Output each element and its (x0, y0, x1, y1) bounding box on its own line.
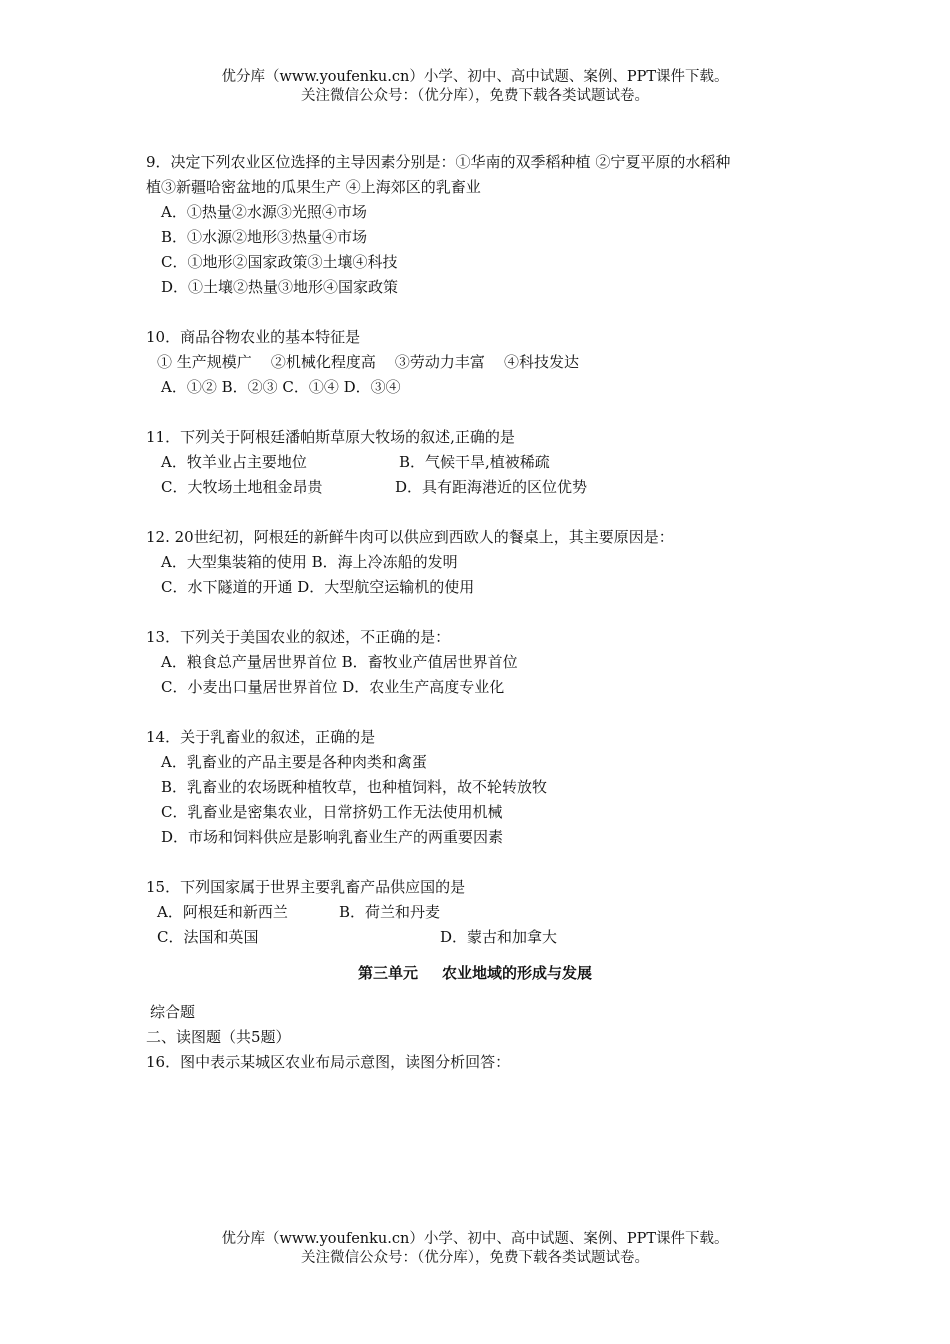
q15-stem: 15．下列国家属于世界主要乳畜产品供应国的是 (146, 878, 466, 896)
q13-stem: 13．下列关于美国农业的叙述，不正确的是： (146, 628, 451, 646)
q9-stem-line-2: 植③新疆哈密盆地的瓜果生产 ④上海郊区的乳畜业 (146, 178, 481, 196)
q15-option-d: D．蒙古和加拿大 (440, 928, 558, 946)
q15-option-a: A．阿根廷和新西兰 (157, 903, 288, 921)
header-line-1: 优分库（www.youfenku.cn）小学、初中、高中试题、案例、PPT课件下载。 (221, 69, 729, 85)
document-body (146, 150, 846, 1075)
q11-stem: 11．下列关于阿根廷潘帕斯草原大牧场的叙述,正确的是 (146, 428, 515, 446)
question-16-stem: 16．图中表示某城区农业布局示意图，读图分析回答： (146, 1053, 511, 1071)
q14-option-c: C．乳畜业是密集农业，日常挤奶工作无法使用机械 (161, 803, 503, 821)
q13-options-cd: C．小麦出口量居世界首位 D．农业生产高度专业化 (161, 678, 505, 696)
question-11 (146, 425, 846, 500)
q12-stem: 12. 20世纪初，阿根廷的新鲜牛肉可以供应到西欧人的餐桌上，其主要原因是： (146, 528, 674, 546)
q14-option-a: A．乳畜业的产品主要是各种肉类和禽蛋 (161, 753, 427, 771)
q9-option-a: A．①热量②水源③光照④市场 (161, 203, 367, 221)
section-comprehensive (146, 1000, 846, 1075)
q14-option-b: B．乳畜业的农场既种植牧草，也种植饲料，故不轮转放牧 (161, 778, 548, 796)
q10-options: A．①② B．②③ C．①④ D．③④ (161, 378, 401, 396)
q10-stem: 10．商品谷物农业的基本特征是 (146, 328, 361, 346)
q9-option-c: C．①地形②国家政策③土壤④科技 (161, 253, 398, 271)
q13-options-ab: A．粮食总产量居世界首位 B．畜牧业产值居世界首位 (161, 653, 518, 671)
question-9 (146, 150, 846, 300)
q9-stem-line-1: 9．决定下列农业区位选择的主导因素分别是：①华南的双季稻种植 ②宁夏平原的水稻种 (146, 153, 731, 171)
unit-title-part-1: 第三单元 (357, 964, 418, 982)
comprehensive-label: 综合题 (150, 1003, 196, 1021)
question-13 (146, 625, 846, 700)
q15-option-b: B．荷兰和丹麦 (339, 903, 441, 921)
footer-line-2: 关注微信公众号：（优分库），免费下载各类试题试卷。 (301, 1250, 649, 1266)
q15-option-c: C．法国和英国 (157, 928, 259, 946)
q12-options-ab: A．大型集装箱的使用 B．海上冷冻船的发明 (161, 553, 458, 571)
question-12 (146, 525, 846, 600)
q10-items: ① 生产规模广 ②机械化程度高 ③劳动力丰富 ④科技发达 (157, 353, 579, 371)
q11-option-a: A．牧羊业占主要地位 (161, 453, 307, 471)
page-header (0, 68, 950, 106)
header-line-2: 关注微信公众号：（优分库），免费下载各类试题试卷。 (301, 88, 649, 104)
unit-title (0, 958, 950, 988)
footer-line-1: 优分库（www.youfenku.cn）小学、初中、高中试题、案例、PPT课件下载。 (221, 1231, 729, 1247)
reading-section-title: 二、读图题（共5题） (146, 1028, 291, 1046)
q11-option-b: B．气候干旱,植被稀疏 (399, 453, 550, 471)
question-10 (146, 325, 846, 400)
q9-option-b: B．①水源②地形③热量④市场 (161, 228, 368, 246)
question-14 (146, 725, 846, 850)
question-15 (146, 875, 846, 950)
q11-option-d: D．具有距海港近的区位优势 (395, 478, 588, 496)
q11-option-c: C．大牧场土地租金昂贵 (161, 478, 323, 496)
q14-stem: 14．关于乳畜业的叙述，正确的是 (146, 728, 376, 746)
q14-option-d: D．市场和饲料供应是影响乳畜业生产的两重要因素 (161, 828, 504, 846)
q12-options-cd: C．水下隧道的开通 D．大型航空运输机的使用 (161, 578, 475, 596)
page-footer (0, 1230, 950, 1268)
q9-option-d: D．①土壤②热量③地形④国家政策 (161, 278, 399, 296)
unit-title-part-2: 农业地域的形成与发展 (442, 964, 593, 982)
